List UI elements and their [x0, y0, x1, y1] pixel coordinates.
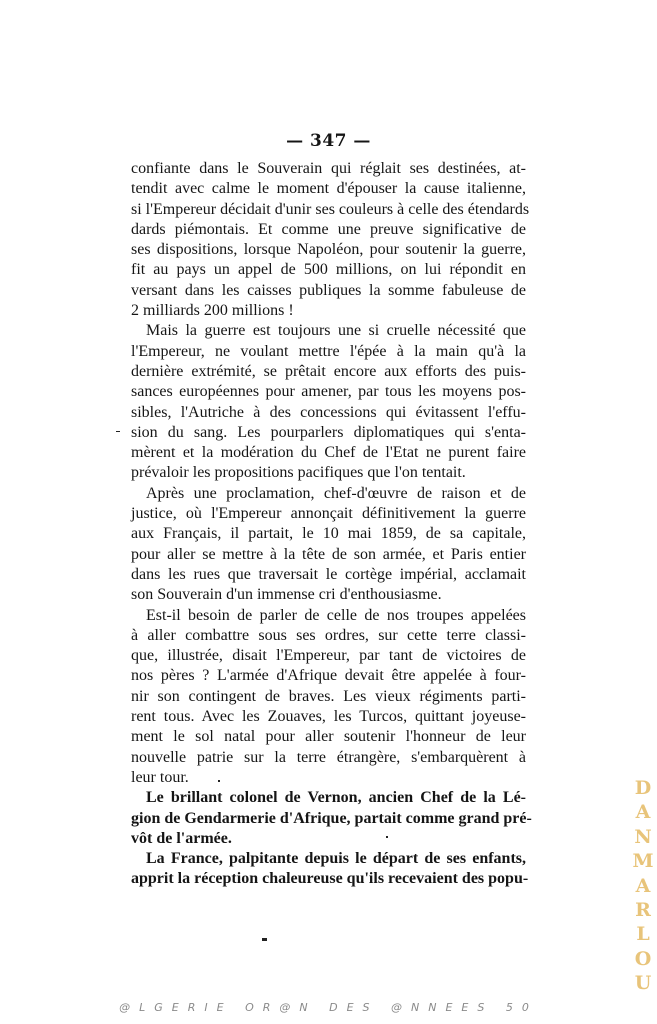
watermark-letter: R — [635, 899, 651, 922]
paragraph — [131, 849, 529, 890]
text-line: dernière extrémité, se prêtait encore aux efforts des puis- — [131, 362, 526, 380]
text-line: prévaloir les propositions pacifiques que l'on tentait. — [131, 464, 466, 482]
text-line: à aller combattre sous ses ordres, sur cette terre classi- — [131, 626, 526, 644]
watermark-letter: A — [635, 874, 651, 897]
text-line: Est-il besoin de parler de celle de nos troupes appelées — [146, 606, 526, 624]
text-line: justice, où l'Empereur annonçait définitivement la guerre — [131, 505, 526, 523]
watermark-letter: A — [635, 801, 651, 824]
text-line: aux Français, il partait, le 10 mai 1859, de sa capitale, — [131, 525, 526, 543]
text-line: ses dispositions, lorsque Napoléon, pour soutenir la guerre, — [131, 241, 526, 259]
text-line: ment le sol natal pour aller soutenir l'honneur de leur — [131, 728, 526, 746]
paragraph — [131, 788, 532, 849]
text-line: dards piémontais. Et comme une preuve significative de — [131, 220, 526, 238]
paragraph — [131, 321, 526, 483]
text-line: dans les rues que traversait le cortège impérial, acclamait — [131, 565, 526, 583]
watermark-letter: N — [634, 825, 652, 848]
text-line: l'Empereur, ne voulant mettre l'épée à la main qu'à la — [131, 342, 526, 360]
watermark-letter: L — [636, 923, 650, 946]
text-line: pour aller se mettre à la tête de son armée, et Paris entier — [131, 545, 526, 563]
bottom-watermark: @LGERIE OR@N DES @NNEES 50 — [119, 1001, 538, 1014]
text-line: 2 milliards 200 millions ! — [131, 302, 294, 320]
watermark-letter: D — [634, 777, 652, 799]
text-line: que, illustrée, disait l'Empereur, par tant de victoires de — [131, 647, 526, 665]
text-line: Le brillant colonel de Vernon, ancien Chef de la Lé- — [146, 789, 526, 807]
watermark-letter: O — [634, 947, 652, 970]
text-line: confiante dans le Souverain qui réglait ses destinées, at- — [131, 160, 526, 177]
page-number: — 347 — — [286, 131, 371, 151]
text-line: nouvelle patrie sur la terre étrangère, s'embarquèrent à — [131, 748, 526, 766]
text-line: leur tour. — [131, 768, 189, 786]
ink-speck — [116, 431, 120, 432]
paragraph — [131, 484, 526, 606]
watermark-letter: M — [632, 850, 654, 873]
text-line: sion du sang. Les pourparlers diplomatiques qui s'enta- — [131, 423, 526, 441]
text-line: nir son contingent de braves. Les vieux régiments parti- — [131, 687, 526, 705]
text-line: apprit la réception chaleureuse qu'ils recevaient des popu- — [131, 870, 529, 888]
text-line: Mais la guerre est toujours une si cruelle nécessité que — [146, 322, 526, 340]
side-watermark — [633, 776, 653, 996]
body-text — [131, 159, 532, 890]
text-line: sances européennes pour amener, par tous les moyens pos- — [131, 383, 526, 401]
watermark-letter: U — [634, 972, 652, 995]
ink-speck — [262, 938, 267, 941]
text-line: nos pères ? L'armée d'Afrique devait être appelée à four- — [131, 667, 526, 685]
ink-speck — [386, 836, 388, 838]
text-line: gion de Gendarmerie d'Afrique, partait comme grand pré- — [131, 809, 532, 827]
text-line: Après une proclamation, chef-d'œuvre de raison et de — [146, 484, 526, 502]
text-line: mèrent et la modération du Chef de l'Etat ne purent faire — [131, 444, 526, 462]
text-line: fit au pays un appel de 500 millions, on lui répondit en — [131, 261, 526, 279]
text-line: son Souverain d'un immense cri d'enthousiasme. — [131, 586, 442, 604]
text-line: vôt de l'armée. — [131, 829, 232, 847]
text-line: rent tous. Avec les Zouaves, les Turcos, quittant joyeuse- — [131, 708, 526, 726]
text-line: versant dans les caisses publiques la somme fabuleuse de — [131, 281, 526, 299]
ink-speck — [218, 780, 220, 782]
text-line: La France, palpitante depuis le départ de ses enfants, — [146, 850, 526, 868]
text-line: sibles, l'Autriche à des concessions qui évitassent l'effu- — [131, 403, 526, 421]
text-line: tendit avec calme le moment d'épouser la cause italienne, — [131, 180, 526, 198]
text-line: si l'Empereur décidait d'unir ses couleurs à celle des étendards — [131, 200, 530, 218]
paragraph — [131, 159, 530, 321]
paragraph — [131, 606, 526, 789]
